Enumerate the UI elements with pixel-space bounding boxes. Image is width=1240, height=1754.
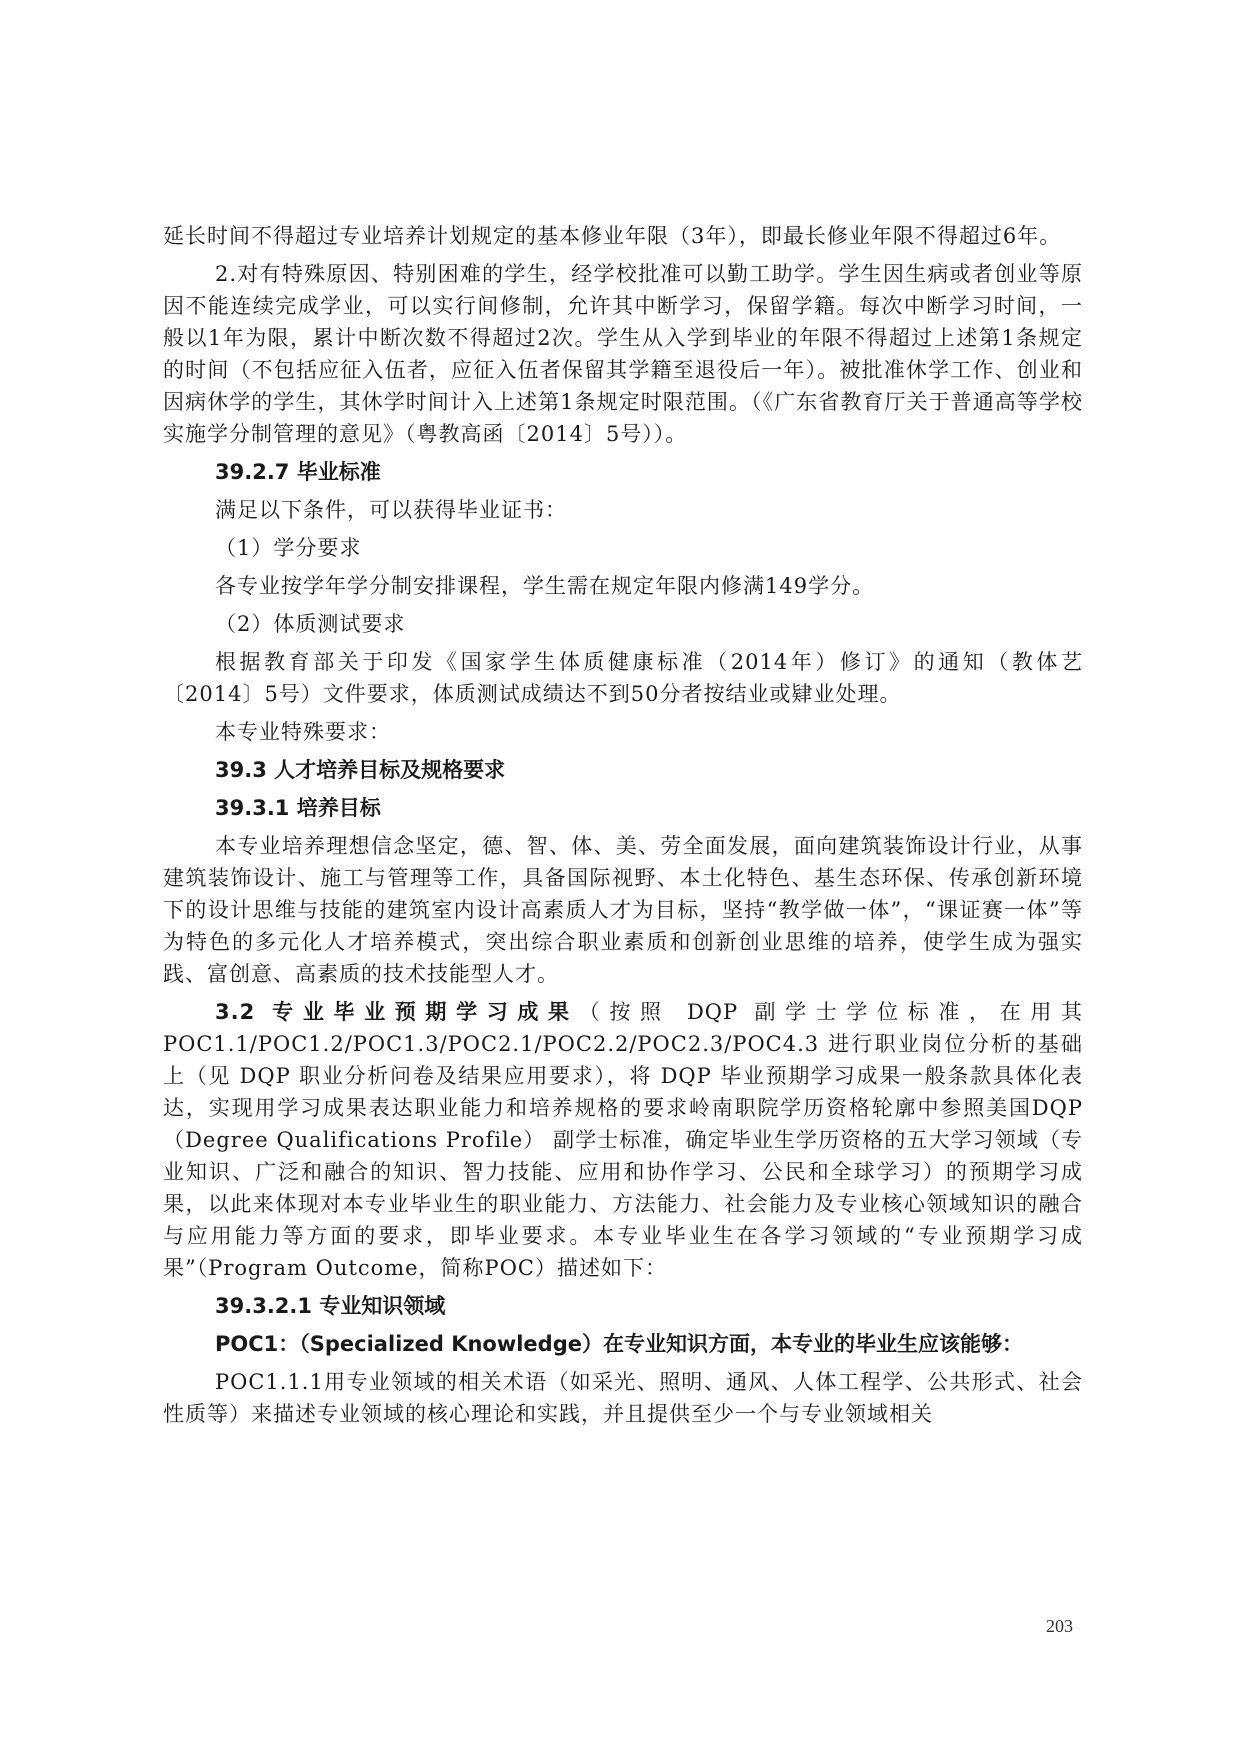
page-number: 203 <box>1046 1616 1073 1636</box>
heading-knowledge-domain: 39.3.2.1 专业知识领域 <box>215 1294 446 1318</box>
heading-training-goal: 39.3.1 培养目标 <box>215 796 381 820</box>
paragraph-learning-outcomes <box>163 996 1083 1284</box>
paragraph-work-study: 2.对有特殊原因、特别困难的学生，经学校批准可以勤工助学。学生因生病或者创业等原因不能连续完成学业，可以实行间修制，允许其中断学习，保留学籍。每次中断学习时间，一般以1年为限，累计中断次数不得超过2次。学生从入学到毕业的年限不得超过上述第1条规定的时间（不包括应征入伍者，应征入伍者保留其学籍至退役后一年）。被批准休学工作、创业和因病休学的学生，其休学时间计入上述第1条规定时限范围。（《广东省教育厅关于普通高等学校实施学分制管理的意见》（粤教高函〔2014〕5号））。 <box>163 262 1083 446</box>
heading-graduation-standard: 39.2.7 毕业标准 <box>215 460 381 484</box>
heading-poc1: POC1：（Specialized Knowledge）在专业知识方面，本专业的毕业生应该能够： <box>215 1332 1023 1356</box>
paragraph-credit-requirement: （1）学分要求 <box>215 536 362 560</box>
learning-outcomes-text: （按照 DQP 副学士学位标准，在用其 POC1.1/POC1.2/POC1.3/POC2.1/POC2.2/POC2.3/POC4.3 进行职业岗位分析的基础上（见 DQP 职业分析问卷及结果应用要求），将 DQP 毕业预期学习成果一般条款具体化表达，实现用学习成果表达职业能力和培养规格的要求岭南职院学历资格轮廓中参照美国DQP（Degree Qualifications Profile） 副学士标准，确定毕业生学历资格的五大学习领域（专业知识、广泛和融合的知识、智力技能、应用和协作学习、公民和全球学习）的预期学习成果，以此来体现对本专业毕业生的职业能力、方法能力、社会能力及专业核心领域知识的融合与应用能力等方面的要求，即毕业要求。本专业毕业生在各学习领域的“专业预期学习成果”（Program Outcome，简称POC）描述如下： <box>163 1000 1083 1280</box>
paragraph-special-requirement: 本专业特殊要求： <box>215 720 391 744</box>
paragraph-duration-limit: 延长时间不得超过专业培养计划规定的基本修业年限（3年），即最长修业年限不得超过6年。 <box>163 224 1062 248</box>
paragraph-poc1-1-1: POC1.1.1用专业领域的相关术语（如采光、照明、通风、人体工程学、公共形式、社会性质等）来描述专业领域的核心理论和实践，并且提供至少一个与专业领域相关 <box>163 1370 1083 1426</box>
document-body <box>163 220 1083 1436</box>
paragraph-training-goal: 本专业培养理想信念坚定，德、智、体、美、劳全面发展，面向建筑装饰设计行业，从事建筑装饰设计、施工与管理等工作，具备国际视野、本土化特色、基生态环保、传承创新环境下的设计思维与技能的建筑室内设计高素质人才为目标，坚持“教学做一体”，“课证赛一体”等为特色的多元化人才培养模式，突出综合职业素质和创新创业思维的培养，使学生成为强实践、富创意、高素质的技术技能型人才。 <box>163 834 1083 986</box>
paragraph-fitness-requirement: （2）体质测试要求 <box>215 612 406 636</box>
paragraph-credit-detail: 各专业按学年学分制安排课程，学生需在规定年限内修满149学分。 <box>215 574 875 598</box>
learning-outcomes-title: 3.2 专业毕业预期学习成果 <box>215 1000 579 1024</box>
paragraph-fitness-detail: 根据教育部关于印发《国家学生体质健康标准（2014年）修订》的通知（教体艺〔2014〕5号）文件要求，体质测试成绩达不到50分者按结业或肄业处理。 <box>163 650 1083 706</box>
heading-training-objectives: 39.3 人才培养目标及规格要求 <box>215 758 506 782</box>
paragraph-conditions: 满足以下条件，可以获得毕业证书： <box>215 498 567 522</box>
